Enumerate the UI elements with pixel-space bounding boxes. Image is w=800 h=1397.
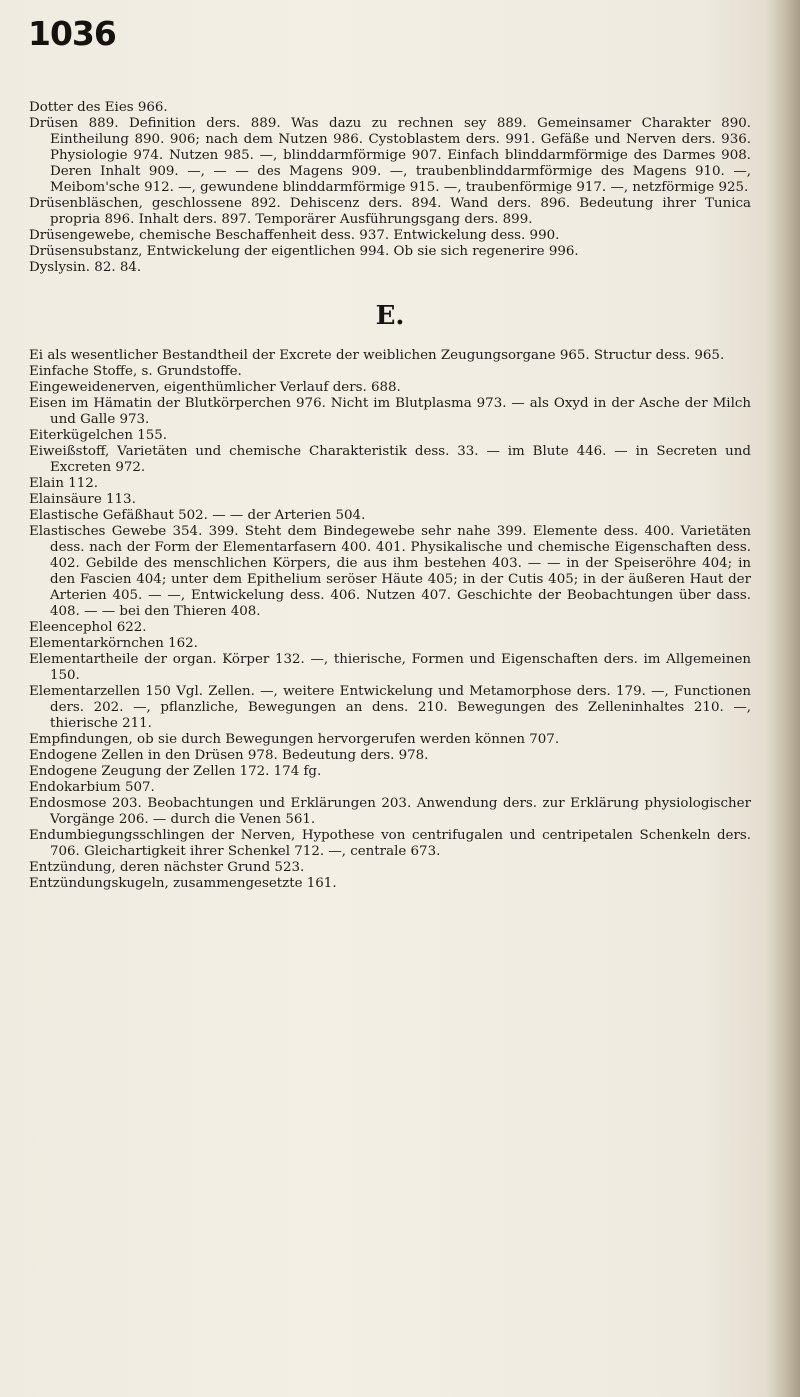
index-entry: Elementarkörnchen 162. <box>29 636 198 651</box>
index-entry: Endogene Zellen in den Drüsen 978. Bedeutung ders. 978. <box>29 748 429 763</box>
index-entry: Eingeweidenerven, eigenthümlicher Verlauf ders. 688. <box>29 380 401 395</box>
index-entry: Drüsengewebe, chemische Beschaffenheit dess. 937. Entwickelung dess. 990. <box>29 228 560 243</box>
section-letter: E. <box>375 301 405 331</box>
index-entry: Elastisches Gewebe 354. 399. Steht dem Bindegewebe sehr nahe 399. Elemente dess. 400. Varietäten dess. nach der Form der Elementarfasern 400. 401. Physikalische und chemische Eigenschaften dess. 402. Gebilde des menschlichen Körpers, die aus ihm bestehen 403. — — in der Speiseröhre 404; in den Fascien 404; unter dem Epithelium seröser Häute 405; in der Cutis 405; in der äußeren Haut der Arterien 405. — —, Entwickelung dess. 406. Nutzen 407. Geschichte der Beobachtungen über dass. 408. — — bei den Thieren 408. <box>29 524 751 619</box>
index-entry: Elainsäure 113. <box>29 492 136 507</box>
index-entry: Eiweißstoff, Varietäten und chemische Charakteristik dess. 33. — im Blute 446. — in Secreten und Excreten 972. <box>29 444 751 475</box>
index-content <box>29 100 751 892</box>
index-entry: Endosmose 203. Beobachtungen und Erklärungen 203. Anwendung ders. zur Erklärung physiologischer Vorgänge 206. — durch die Venen 561. <box>29 796 751 827</box>
index-entry: Endumbiegungsschlingen der Nerven, Hypothese von centrifugalen und centripetalen Schenkeln ders. 706. Gleichartigkeit ihrer Schenkel 712. —, centrale 673. <box>29 828 751 859</box>
index-entry: Drüsensubstanz, Entwickelung der eigentlichen 994. Ob sie sich regenerire 996. <box>29 244 579 259</box>
index-entry: Elementarzellen 150 Vgl. Zellen. —, weitere Entwickelung und Metamorphose ders. 179. —, Functionen ders. 202. —, pflanzliche, Bewegungen an dens. 210. Bewegungen des Zelleninhaltes 210. —, thierische 211. <box>29 684 751 731</box>
index-entry: Dyslysin. 82. 84. <box>29 260 142 275</box>
index-entry: Ei als wesentlicher Bestandtheil der Excrete der weiblichen Zeugungsorgane 965. Structur dess. 965. <box>29 348 725 363</box>
index-entries-e <box>29 348 751 892</box>
index-entry: Empfindungen, ob sie durch Bewegungen hervorgerufen werden können 707. <box>29 732 560 747</box>
index-entry: Elementartheile der organ. Körper 132. —, thierische, Formen und Eigenschaften ders. im Allgemeinen 150. <box>29 652 751 683</box>
index-entry: Einfache Stoffe, s. Grundstoffe. <box>29 364 242 379</box>
index-entry: Eiterkügelchen 155. <box>29 428 168 443</box>
index-entry: Drüsenbläschen, geschlossene 892. Dehiscenz ders. 894. Wand ders. 896. Bedeutung ihrer Tunica propria 896. Inhalt ders. 897. Temporärer Ausführungsgang ders. 899. <box>29 196 751 227</box>
index-entry: Dotter des Eies 966. <box>29 100 168 115</box>
index-entry: Entzündung, deren nächster Grund 523. <box>29 860 305 875</box>
index-entries-d <box>29 100 751 276</box>
index-entry: Entzündungskugeln, zusammengesetzte 161. <box>29 876 337 891</box>
index-entry: Drüsen 889. Definition ders. 889. Was dazu zu rechnen sey 889. Gemeinsamer Charakter 890. Eintheilung 890. 906; nach dem Nutzen 986. Cystoblastem ders. 991. Gefäße und Nerven ders. 936. Physiologie 974. Nutzen 985. —, blinddarmförmige 907. Einfach blinddarmförmige des Darmes 908. Deren Inhalt 909. —, — — des Magens 909. —, traubenblinddarmförmige des Magens 910. —, Meibom'sche 912. —, gewundene blinddarmförmige 915. —, traubenförmige 917. —, netzförmige 925. <box>29 116 751 195</box>
page-number: 1036 <box>28 14 116 53</box>
page-edge-shadow <box>766 0 800 1397</box>
index-entry: Eisen im Hämatin der Blutkörperchen 976. Nicht im Blutplasma 973. — als Oxyd in der Asche der Milch und Galle 973. <box>29 396 751 427</box>
index-entry: Endogene Zeugung der Zellen 172. 174 fg. <box>29 764 322 779</box>
index-entry: Elain 112. <box>29 476 99 491</box>
index-entry: Eleencephol 622. <box>29 620 147 635</box>
index-entry: Elastische Gefäßhaut 502. — — der Arterien 504. <box>29 508 366 523</box>
index-entry: Endokarbium 507. <box>29 780 155 795</box>
